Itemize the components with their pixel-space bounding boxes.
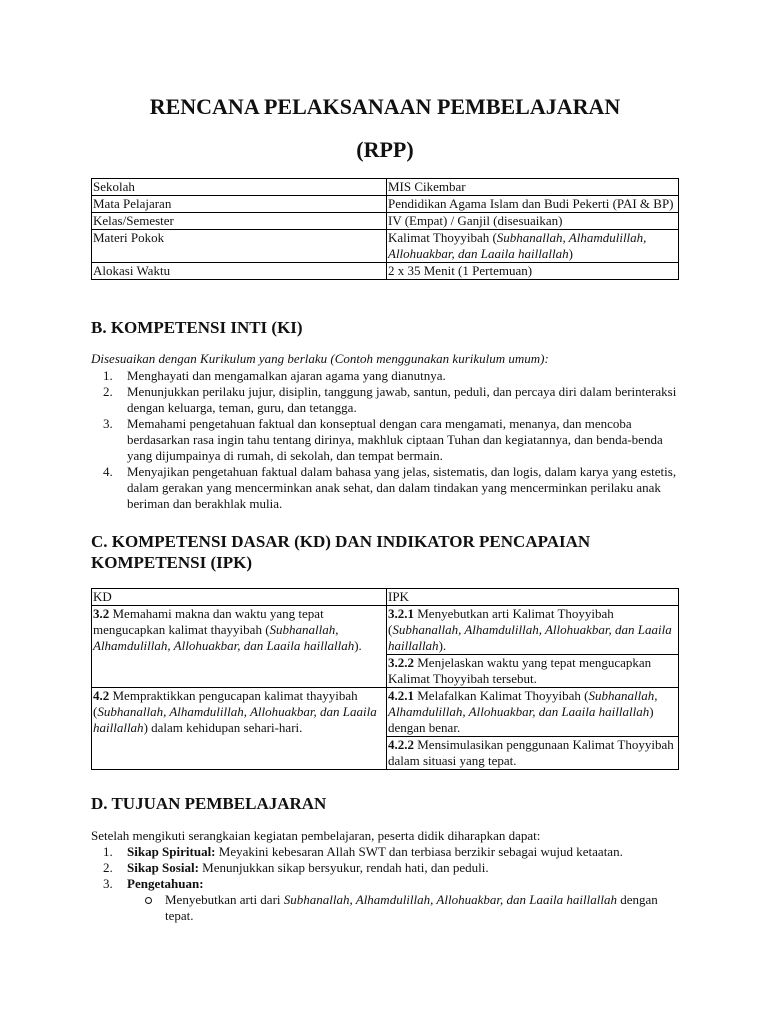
hollow-bullet-icon: [145, 897, 152, 904]
ipk-cell: [387, 606, 679, 655]
column-header-kd: KD: [92, 589, 387, 606]
table-header-row: [92, 589, 679, 606]
list-item: [91, 368, 679, 384]
value-text: Kalimat Thoyyibah (: [388, 230, 497, 245]
kd-ipk-table: [91, 588, 679, 770]
kd-italic: Subhanallah, Alhamdulillah, Allohuakbar, dan Laaila haillallah: [93, 622, 355, 653]
ipk-text: Menyebutkan arti Kalimat Thoyyibah (: [388, 606, 614, 637]
list-item: [91, 416, 679, 464]
list-label: Pengetahuan:: [127, 876, 204, 891]
tujuan-list: [91, 844, 679, 924]
kd-text: Memahami makna dan waktu yang tepat mengucapkan kalimat thayyibah (: [93, 606, 324, 637]
list-text: Meyakini kebesaran Allah SWT dan terbiasa berzikir sebagai wujud ketaatan.: [215, 844, 623, 859]
value-text: ): [568, 246, 573, 261]
table-row: [92, 688, 679, 737]
identity-label: Kelas/Semester: [92, 213, 387, 230]
list-item: [91, 464, 679, 512]
table-row: [92, 606, 679, 655]
list-label: Sikap Sosial:: [127, 860, 199, 875]
kd-italic: Subhanallah, Alhamdulillah, Allohuakbar, dan Laaila haillallah: [93, 704, 377, 735]
ipk-text: Menjelaskan waktu yang tepat mengucapkan Kalimat Thoyyibah tersebut.: [388, 655, 652, 686]
list-item: [91, 876, 679, 924]
list-item: [91, 384, 679, 416]
sub-text: dengan tepat.: [165, 892, 658, 923]
ipk-italic: Subhanallah, Alhamdulillah, Allohuakbar, dan Laaila haillallah: [388, 688, 658, 719]
ipk-text: Melafalkan Kalimat Thoyyibah (: [414, 688, 589, 703]
identity-label: Alokasi Waktu: [92, 263, 387, 280]
identity-table: [91, 178, 679, 280]
kd-text: Mempraktikkan pengucapan kalimat thayyibah (: [93, 688, 358, 719]
ipk-cell: [387, 688, 679, 737]
document-title: RENCANA PELAKSANAAN PEMBELAJARAN: [149, 94, 621, 119]
list-text: Menyajikan pengetahuan faktual dalam bahasa yang jelas, sistematis, dan logis, dalam karya yang estetis, dalam gerakan yang mencerminkan anak sehat, dan dalam tindakan yang mencerminkan perilaku anak beriman dan berakhlak mulia.: [127, 464, 677, 511]
ipk-code: 4.2.2: [388, 737, 414, 752]
identity-value: IV (Empat) / Ganjil (disesuaikan): [387, 213, 679, 230]
identity-value: MIS Cikembar: [387, 179, 679, 196]
identity-value: 2 x 35 Menit (1 Pertemuan): [387, 263, 679, 280]
list-text: Memahami pengetahuan faktual dan konseptual dengan cara mengamati, menanya, dan mencoba berdasarkan rasa ingin tahu tentang dirinya, makhluk ciptaan Tuhan dan kegiatannya, dan benda-benda yang dijumpainya di rumah, di sekolah, dan tempat bermain.: [127, 416, 663, 463]
kd-cell: [92, 606, 387, 688]
table-row: [92, 196, 679, 213]
value-italic: Subhanallah, Alhamdulillah, Allohuakbar, dan Laaila haillallah: [388, 230, 647, 261]
ipk-cell: [387, 737, 679, 770]
ipk-italic: Subhanallah, Alhamdulillah, Allohuakbar, dan Laaila haillallah: [388, 622, 672, 653]
table-row: [92, 213, 679, 230]
kd-cell: [92, 688, 387, 770]
ki-intro: Disesuaikan dengan Kurikulum yang berlaku (Contoh menggunakan kurikulum umum):: [91, 351, 549, 366]
table-row: [92, 179, 679, 196]
list-item: [91, 860, 679, 876]
list-number: 2.: [103, 384, 113, 399]
table-row: [92, 263, 679, 280]
list-number: 4.: [103, 464, 113, 479]
sub-list-item: [127, 892, 679, 924]
sub-italic: Subhanallah, Alhamdulillah, Allohuakbar, dan Laaila haillallah: [283, 892, 617, 907]
list-number: 1.: [103, 368, 113, 383]
ipk-text: ).: [438, 638, 447, 653]
identity-value: Pendidikan Agama Islam dan Budi Pekerti (PAI & BP): [387, 196, 679, 213]
section-heading-tujuan: D. TUJUAN PEMBELAJARAN: [91, 794, 327, 813]
ki-list: [91, 368, 679, 512]
list-label: Sikap Spiritual:: [127, 844, 216, 859]
sub-list: [127, 892, 679, 924]
section-heading-ki: B. KOMPETENSI INTI (KI): [91, 318, 303, 337]
list-number: 2.: [103, 860, 113, 875]
list-text: Menghayati dan mengamalkan ajaran agama yang dianutnya.: [127, 368, 446, 383]
tujuan-intro: Setelah mengikuti serangkaian kegiatan pembelajaran, peserta didik diharapkan dapat:: [91, 828, 541, 843]
ipk-cell: [387, 655, 679, 688]
list-number: 3.: [103, 876, 113, 891]
identity-value: [387, 230, 679, 263]
list-text: Menunjukkan sikap bersyukur, rendah hati, dan peduli.: [198, 860, 489, 875]
ipk-code: 3.2.1: [388, 606, 414, 621]
kd-text: ).: [354, 638, 362, 653]
kd-text: ) dalam kehidupan sehari-hari.: [143, 720, 303, 735]
ipk-code: 3.2.2: [388, 655, 414, 670]
list-item: [91, 844, 679, 860]
ipk-text: Mensimulasikan penggunaan Kalimat Thoyyibah dalam situasi yang tepat.: [388, 737, 674, 768]
kd-code: 4.2: [93, 688, 110, 703]
identity-label: Mata Pelajaran: [92, 196, 387, 213]
ipk-text: ) dengan benar.: [388, 704, 654, 735]
kd-code: 3.2: [93, 606, 110, 621]
list-number: 3.: [103, 416, 113, 431]
sub-text: Menyebutkan arti dari: [165, 892, 284, 907]
table-row: [92, 230, 679, 263]
identity-label: Sekolah: [92, 179, 387, 196]
section-heading-kd-ipk: C. KOMPETENSI DASAR (KD) DAN INDIKATOR PENCAPAIAN KOMPETENSI (IPK): [91, 532, 591, 572]
document-subtitle: (RPP): [356, 137, 414, 162]
column-header-ipk: IPK: [387, 589, 679, 606]
ipk-code: 4.2.1: [388, 688, 414, 703]
list-text: Menunjukkan perilaku jujur, disiplin, tanggung jawab, santun, peduli, dan percaya diri dalam berinteraksi dengan keluarga, teman, guru, dan tetangga.: [127, 384, 677, 415]
list-number: 1.: [103, 844, 113, 859]
identity-label: Materi Pokok: [92, 230, 387, 263]
